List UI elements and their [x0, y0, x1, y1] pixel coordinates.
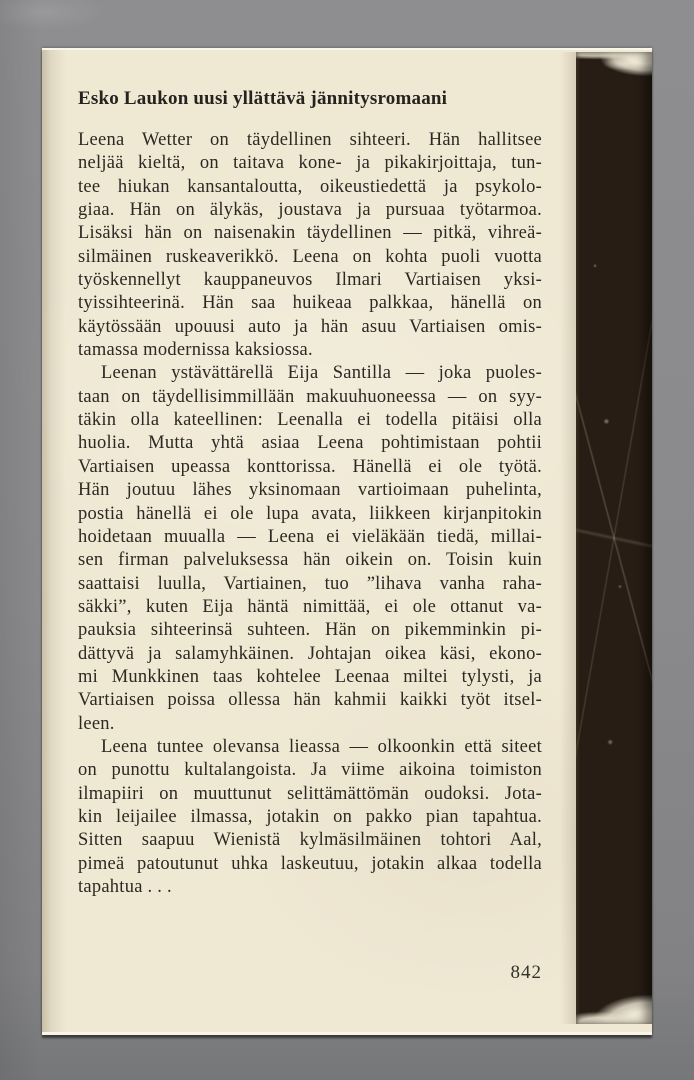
- headline: Esko Laukon uusi yllättävä jännitysromaani: [78, 88, 448, 109]
- blurb-line: silmäinen ruskeaverikkö. Leena on kohta puoli vuotta: [78, 246, 542, 267]
- blurb-line: käytössään upouusi auto ja hän asuu Vartiaisen omis-: [78, 316, 542, 337]
- blurb-line: pauksia sihteerinsä suhteen. Hän on pikemminkin pi-: [78, 620, 542, 641]
- spine-strip: [576, 52, 652, 1024]
- blurb: [78, 129, 542, 899]
- blurb-line: tamassa modernissa kaksiossa.: [78, 340, 313, 361]
- blurb-line: Leena tuntee olevansa lieassa — olkoonkin että siteet: [101, 736, 542, 757]
- blurb-line: Vartiaisen poissa ollessa hän kahmii kaikki työt itsel-: [78, 690, 542, 711]
- blurb-line: postia hänellä ei ole lupa avata, liikkeen kirjanpitokin: [78, 503, 542, 524]
- blurb-line: pimeä patoutunut uhka laskeutuu, jotakin alkaa todella: [78, 853, 542, 874]
- blurb-line: sen firman palveluksessa hän oikein on. Toisin kuin: [78, 550, 542, 571]
- blurb-line: tapahtua . . .: [78, 877, 172, 897]
- catalog-number: 842: [510, 962, 542, 983]
- blurb-line: tee hiukan kansantaloutta, oikeustiedettä ja psykolo-: [78, 176, 542, 197]
- blurb-line: on punottu kultalangoista. Ja viime aikoina toimiston: [78, 760, 542, 781]
- blurb-line: dättyvä ja salamyhkäinen. Johtajan oikea käsi, ekono-: [78, 643, 542, 664]
- blurb-line: Sitten saapuu Wienistä kylmäsilmäinen tohtori Aal,: [78, 830, 542, 851]
- blurb-line: säkki”, kuten Eija häntä nimittää, ei ole ottanut va-: [78, 596, 542, 617]
- blurb-line: taan on täydellisimmillään makuuhuoneessa — on syy-: [78, 386, 542, 407]
- blurb-line: työskennellyt kauppaneuvos Ilmari Vartiaisen yksi-: [78, 270, 542, 291]
- blurb-line: tyissihteerinä. Hän saa huikeaa palkkaa, hänellä on: [78, 293, 542, 314]
- blurb-line: leen.: [78, 713, 115, 734]
- blurb-line: saattaisi luulla, Vartiainen, tuo ”lihava vanha raha-: [78, 573, 542, 594]
- book-back-cover: [42, 48, 652, 1035]
- blurb-line: hoidetaan muualla — Leena ei vieläkään tiedä, millai-: [78, 526, 542, 547]
- blurb-line: Hän joutuu lähes yksinomaan vartioimaan puhelinta,: [78, 480, 542, 501]
- blurb-line: mi Munkkinen taas kohtelee Leenaa miltei tylysti, ja: [78, 666, 542, 687]
- blurb-line: Lisäksi hän on naisenakin täydellinen — pitkä, vihreä-: [78, 223, 542, 244]
- blurb-line: Leenan ystävättärellä Eija Santilla — joka puoles-: [101, 363, 542, 384]
- blurb-line: ilmapiiri on muuttunut selittämättömän oudoksi. Jota-: [78, 783, 542, 804]
- blurb-line: neljää kieltä, on taitava kone- ja pikakirjoittaja, tun-: [78, 153, 542, 174]
- blurb-line: kin leijailee ilmassa, jotakin on pakko pian tapahtua.: [78, 806, 542, 827]
- blurb-line: huolia. Mutta yhtä asiaa Leena pohtimistaan pohtii: [78, 433, 542, 454]
- blurb-line: täkin olla kateellinen: Leenalla ei todella pitäisi olla: [78, 410, 542, 431]
- blurb-line: Leena Wetter on täydellinen sihteeri. Hän hallitsee: [78, 130, 542, 150]
- blurb-line: Vartiaisen upeassa konttorissa. Hänellä ei ole työtä.: [78, 456, 542, 477]
- blurb-line: giaa. Hän on älykäs, joustava ja pursuaa työtarmoa.: [78, 200, 542, 221]
